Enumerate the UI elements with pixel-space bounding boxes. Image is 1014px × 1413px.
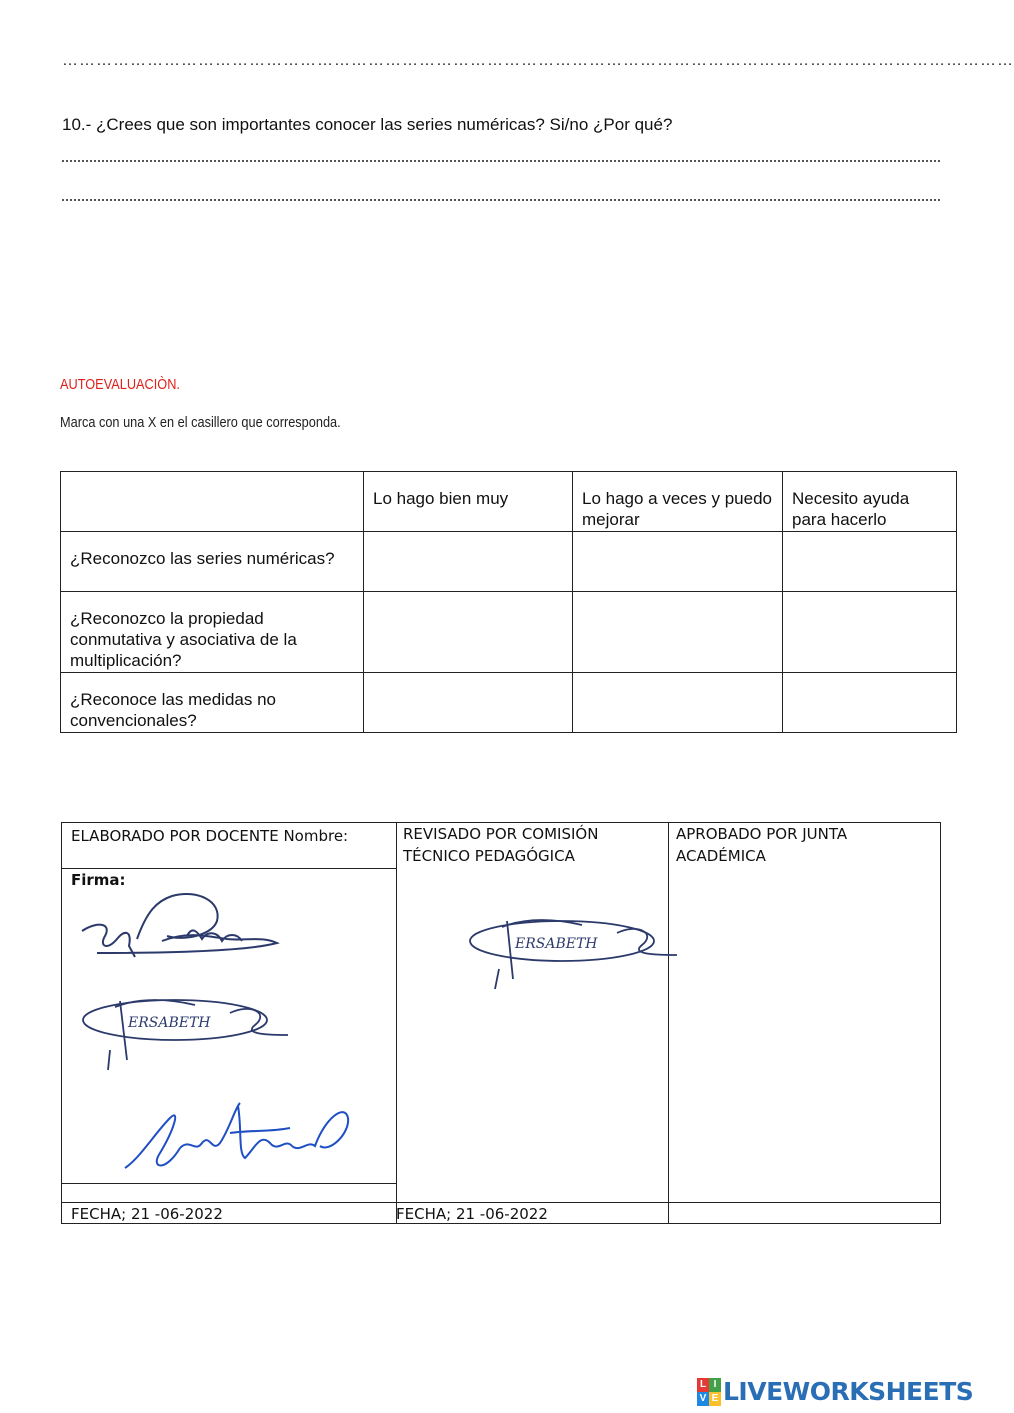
table-row [61, 673, 957, 733]
answer-line-2[interactable] [62, 199, 940, 201]
table-header-row [61, 472, 957, 532]
check-cell[interactable] [783, 592, 957, 673]
self-evaluation-table [60, 471, 957, 733]
signature-1 [77, 891, 282, 969]
table-row [61, 532, 957, 592]
liveworksheets-text: LIVEWORKSHEETS [723, 1377, 974, 1406]
check-cell[interactable] [364, 673, 573, 733]
signature-3 [120, 1098, 360, 1178]
header-lo-hago-bien: Lo hago bien muy [364, 472, 573, 532]
check-cell[interactable] [364, 592, 573, 673]
check-cell[interactable] [364, 532, 573, 592]
autoevaluacion-title: AUTOEVALUACIÒN. [60, 376, 180, 393]
signature-2 [80, 995, 295, 1075]
divider [668, 823, 669, 1223]
check-cell[interactable] [573, 532, 783, 592]
header-lo-hago-a-veces: Lo hago a veces y puedo mejorar [573, 472, 783, 532]
answer-line-1[interactable] [62, 160, 940, 162]
check-cell[interactable] [783, 673, 957, 733]
fecha-revisado: FECHA; 21 -06-2022 [396, 1205, 548, 1223]
header-empty [61, 472, 364, 532]
row-label: ¿Reconozco la propiedad conmutativa y asociativa de la multiplicación? [61, 592, 364, 673]
liveworksheets-logo-icon: L I V E [697, 1378, 721, 1406]
revisado-header: REVISADO POR COMISIÓN TÉCNICO PEDAGÓGICA [403, 825, 599, 865]
signature-2-text: ERSABETH [128, 1015, 211, 1031]
divider [396, 823, 397, 1223]
check-cell[interactable] [573, 673, 783, 733]
check-cell[interactable] [783, 532, 957, 592]
check-cell[interactable] [573, 592, 783, 673]
elaborado-header: ELABORADO POR DOCENTE Nombre: [71, 827, 349, 845]
signature-revisado-text: ERSABETH [515, 936, 598, 952]
autoevaluacion-instruction: Marca con una X en el casillero que corresponda. [60, 414, 341, 431]
aprobado-header: APROBADO POR JUNTA ACADÉMICA [676, 825, 848, 865]
signature-revisado [467, 913, 682, 993]
liveworksheets-watermark [697, 1377, 973, 1406]
firma-label: Firma: [71, 871, 126, 889]
table-row [61, 592, 957, 673]
answer-dots-previous: …………………………………………………………………………………………………………………………………………………… [62, 52, 1014, 69]
question-10: 10.- ¿Crees que son importantes conocer las series numéricas? Si/no ¿Por qué? [62, 115, 673, 134]
approval-table [61, 822, 941, 1224]
header-necesito-ayuda: Necesito ayuda para hacerlo [783, 472, 957, 532]
row-label: ¿Reconozco las series numéricas? [61, 532, 364, 592]
fecha-elaborado: FECHA; 21 -06-2022 [71, 1205, 223, 1223]
row-label: ¿Reconoce las medidas no convencionales? [61, 673, 364, 733]
divider [62, 1183, 396, 1184]
